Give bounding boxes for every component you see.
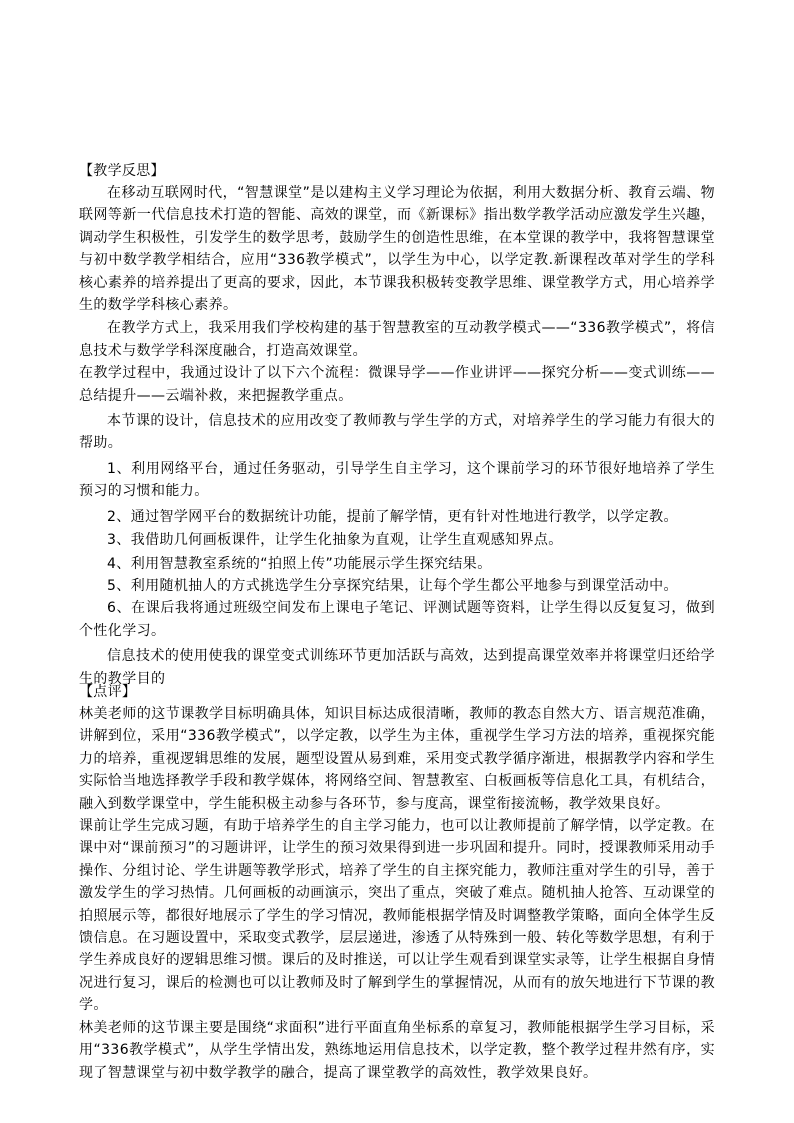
reflection-item-1: 1、利用网络平台，通过任务驱动，引导学生自主学习，这个课前学习的环节很好地培养了学生预习的习惯和能力。 xyxy=(79,460,715,500)
reflection-paragraph-conclusion: 信息技术的使用使我的课堂变式训练环节更加活跃与高效，达到提高课堂效率并将课堂归还给学生的教学目的 xyxy=(79,648,715,687)
review-section xyxy=(79,681,715,1084)
reflection-paragraph-teaching-method: 在教学方式上，我采用我们学校构建的基于智慧教室的互动教学模式——“336教学模式”，将信息技术与数学学科深度融合，打造高效课堂。 xyxy=(79,320,715,359)
reflection-item-4: 4、利用智慧教室系统的“拍照上传”功能展示学生探究结果。 xyxy=(107,555,492,572)
reflection-paragraph-teaching-process: 在教学过程中，我通过设计了以下六个流程：微课导学——作业讲评——探究分析——变式训练——总结提升——云端补救，来把握教学重点。 xyxy=(79,365,715,404)
review-paragraph-summary: 林美老师的这节课主要是围绕“求面积”进行平面直角坐标系的章复习，教师能根据学生学习目标，采用“336教学模式”，从学生学情出发，熟练地运用信息技术，以学定教，整个教学过程井然有序，实现了智慧课堂与初中数学教学的融合，提高了课堂教学的高效性，教学效果良好。 xyxy=(79,1019,715,1081)
review-heading: 【点评】 xyxy=(79,684,137,700)
reflection-item-6: 6、在课后我将通过班级空间发布上课电子笔记、评测试题等资料，让学生得以反复复习，做到个性化学习。 xyxy=(79,600,715,639)
reflection-item-3: 3、我借助几何画板课件，让学生化抽象为直观，让学生直观感知界点。 xyxy=(107,532,563,549)
review-paragraph-details: 课前让学生完成习题，有助于培养学生的自主学习能力，也可以让教师提前了解学情，以学定教。在课中对“课前预习”的习题讲评，让学生的预习效果得到进一步巩固和提升。同时，授课教师采用动手操作、分组讨论、学生讲题等教学形式，培养了学生的自主探究能力，教师注重对学生的引导，善于激发学生的学习热情。几何画板的动画演示，突出了重点，突破了难点。随机抽人抢答、互动课堂的拍照展示等，都很好地展示了学生的学习情况，教师能根据学情及时调整教学策略，面向全体学生反馈信息。在习题设置中，采取变式教学，层层递进，渗透了从特殊到一般、转化等数学思想，有利于学生养成良好的逻辑思维习惯。课后的及时推送，可以让学生观看到课堂实录等，让学生根据自身情况进行复习，课后的检测也可以让教师及时了解到学生的掌握情况，从而有的放矢地进行下节课的教学。 xyxy=(79,818,715,1014)
reflection-paragraph-design: 本节课的设计，信息技术的应用改变了教师教与学生学的方式，对培养学生的学习能力有很大的帮助。 xyxy=(79,413,715,452)
reflection-item-2: 2、通过智学网平台的数据统计功能，提前了解学情，更有针对性地进行教学，以学定教。 xyxy=(107,508,678,525)
teaching-reflection-heading: 【教学反思】 xyxy=(79,163,165,179)
review-paragraph-overview: 林美老师的这节课教学目标明确具体，知识目标达成很清晰，教师的教态自然大方、语言规范准确，讲解到位，采用“336教学模式”，以学定教，以学生为主体，重视学生学习方法的培养，重视探究能力的培养，重视逻辑思维的发展，题型设置从易到难，采用变式教学循序渐进，根据教学内容和学生实际恰当地选择教学手段和教学媒体，将网络空间、智慧教室、白板画板等信息化工具，有机结合，融入到数学课堂中，学生能积极主动参与各环节，参与度高，课堂衔接流畅，教学效果良好。 xyxy=(79,706,715,812)
reflection-paragraph-smart-classroom: 在移动互联网时代，“智慧课堂”是以建构主义学习理论为依据，利用大数据分析、教育云端、物联网等新一代信息技术打造的智能、高效的课堂，而《新课标》指出数学教学活动应激发学生兴趣，调动学生积极性，引发学生的数学思考，鼓励学生的创造性思维，在本堂课的教学中，我将智慧课堂与初中数学教学相结合，应用“336教学模式”，以学生为中心，以学定教.新课程改革对学生的学科核心素养的培养提出了更高的要求，因此，本节课我积极转变教学思维、课堂教学方式，用心培养学生的数学学科核心素养。 xyxy=(79,185,715,314)
reflection-item-5: 5、利用随机抽人的方式挑选学生分享探究结果，让每个学生都公平地参与到课堂活动中。 xyxy=(107,577,678,594)
teaching-reflection-section xyxy=(79,160,715,690)
